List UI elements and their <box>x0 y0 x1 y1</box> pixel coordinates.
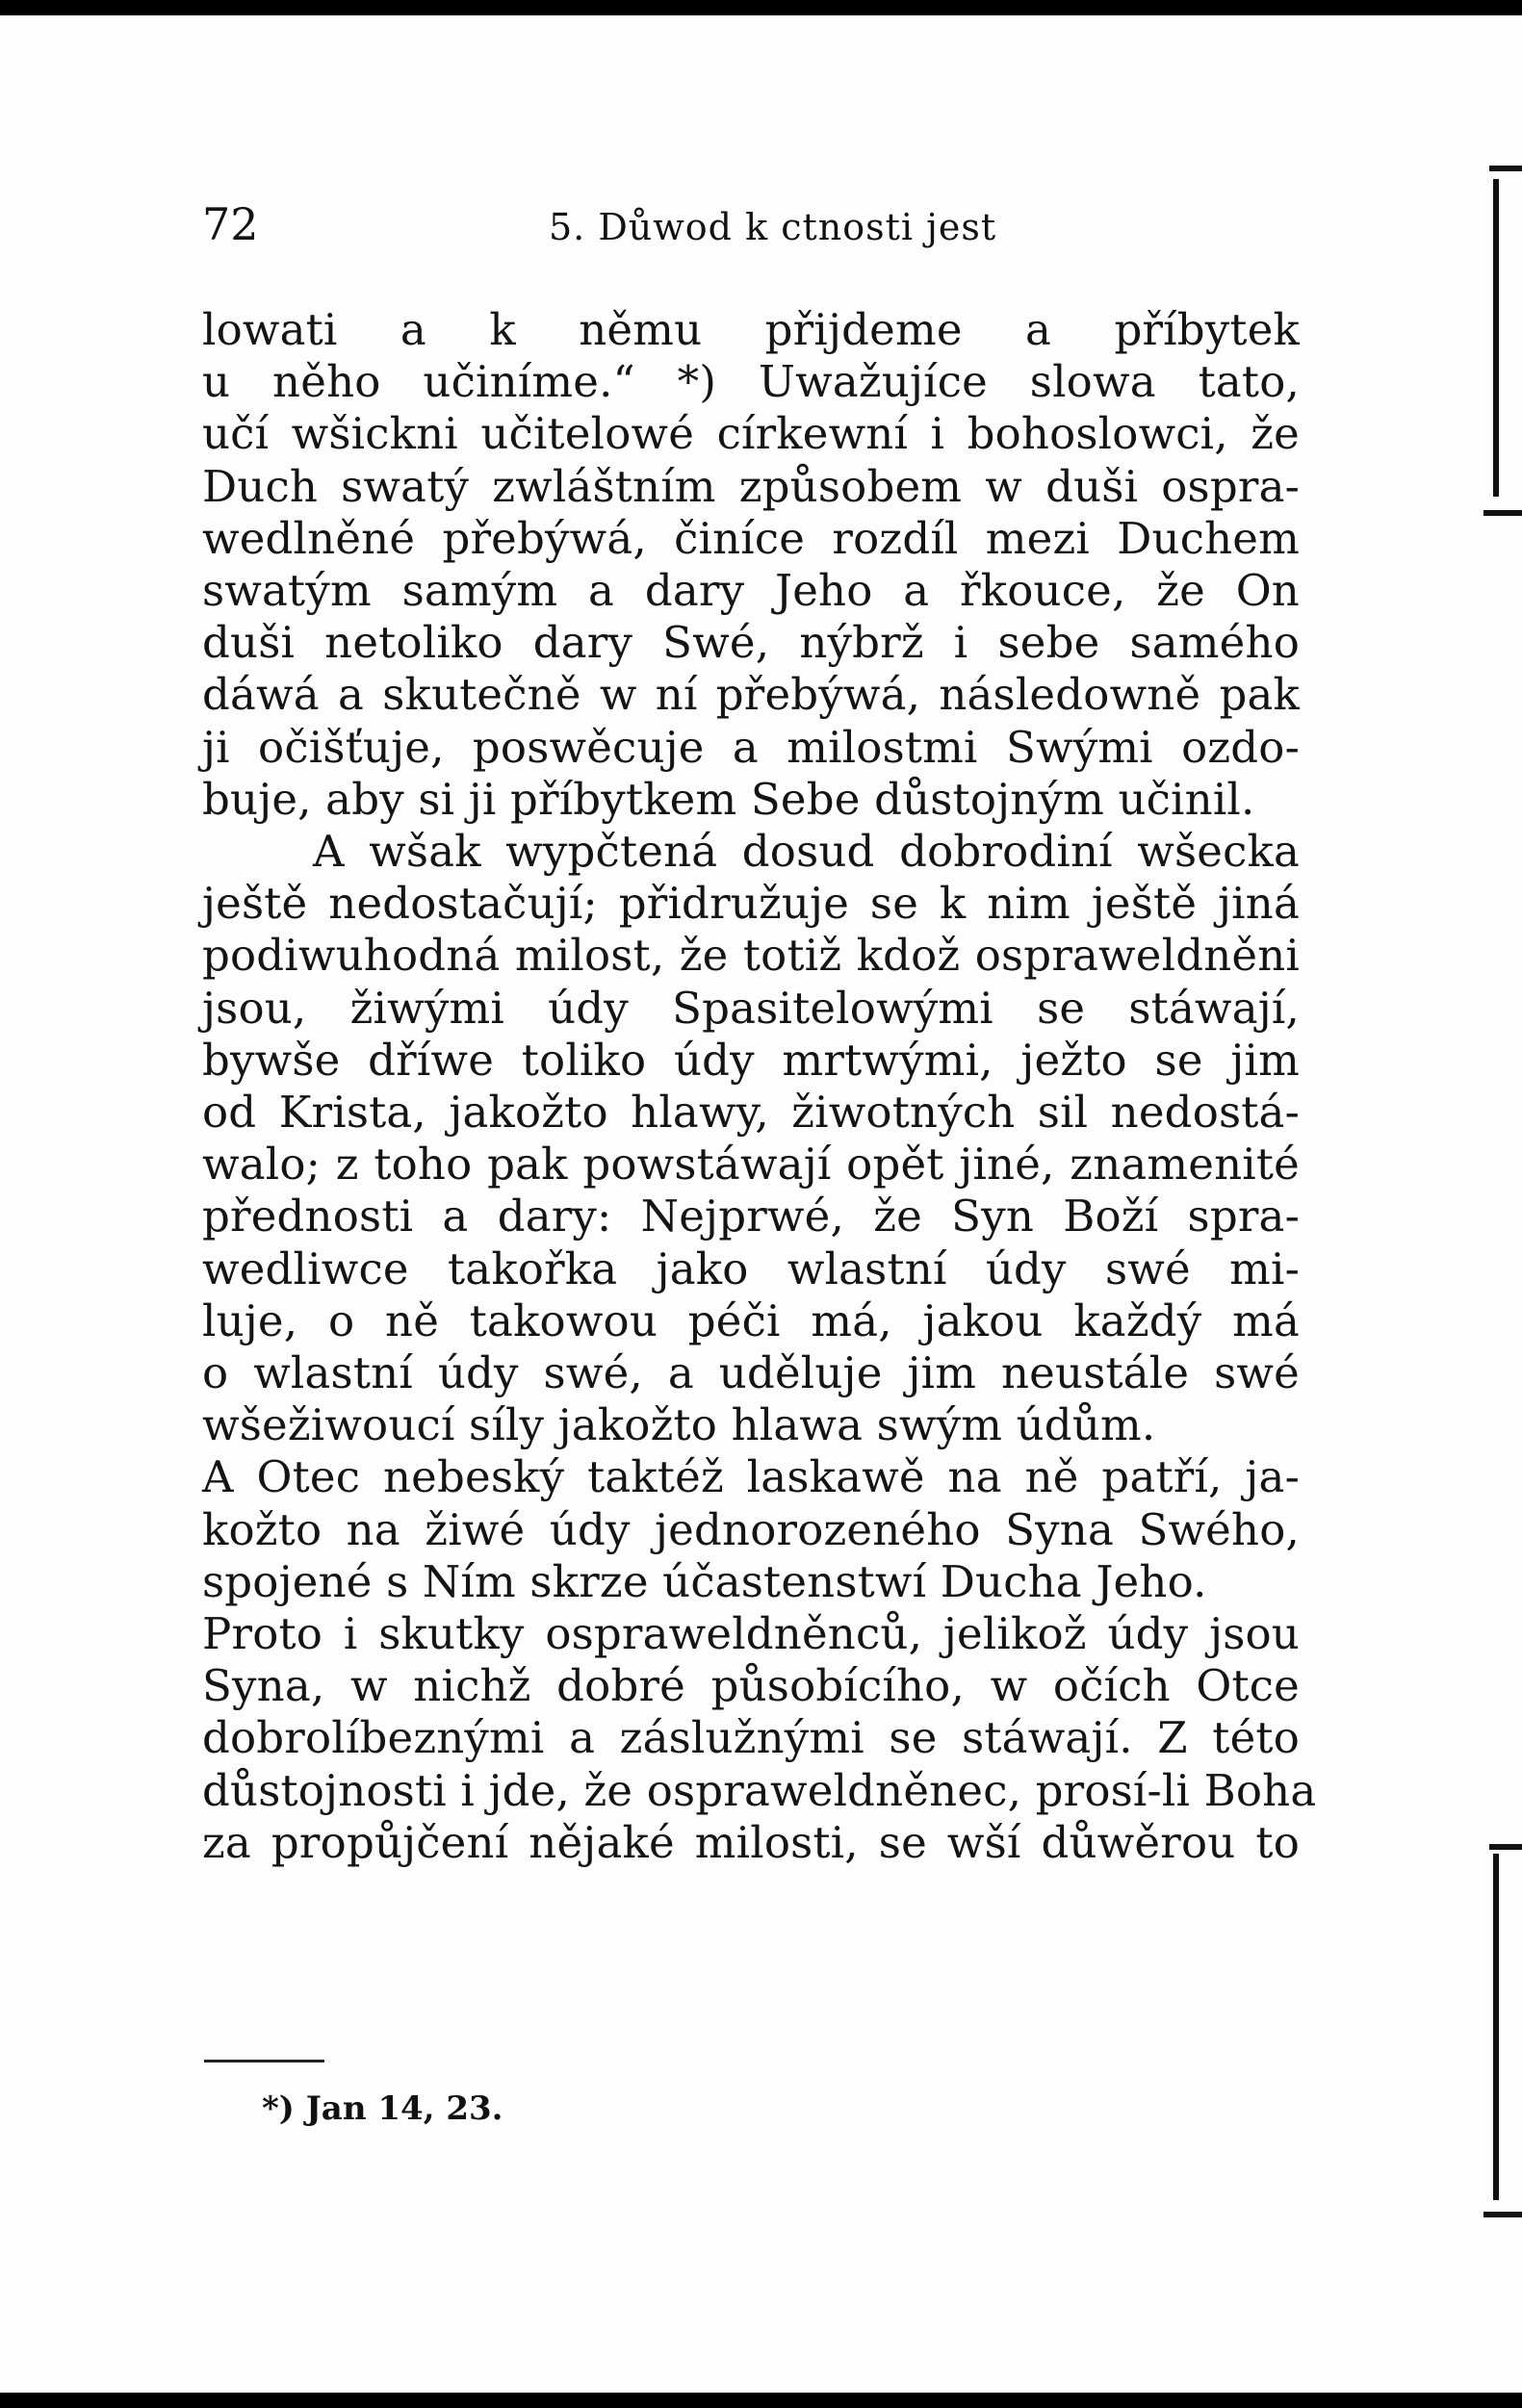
text-line: ji očišťuje, poswěcuje a milostmi Swými ozdo- <box>202 721 1300 773</box>
text-line: dobrolíbeznými a záslužnými se stáwají. Z této <box>202 1712 1300 1764</box>
text-line: jsou, žiwými údy Spasitelowými se stáwají, <box>202 982 1300 1034</box>
text-line: wedlněné přebýwá, činíce rozdíl mezi Duchem <box>202 512 1300 564</box>
text-line: wšežiwoucí síly jakožto hlawa swým údům. <box>202 1399 1156 1451</box>
text-line: dáwá a skutečně w ní přebýwá, následowně pak <box>202 669 1300 721</box>
text-line: wedliwce takořka jako wlastní údy swé mi- <box>202 1242 1300 1294</box>
text-line: podiwuhodná milost, že totiž kdož ospraweldněni <box>202 930 1300 982</box>
text-line: swatým samým a dary Jeho a řkouce, že On <box>202 565 1300 617</box>
edge-mark-bar <box>1493 1854 1499 2200</box>
text-line: A wšak wypčtená dosud dobrodiní wšecka <box>313 826 1300 878</box>
text-line: lowati a k němu přijdeme a příbytek <box>202 304 1300 355</box>
page-number: 72 <box>202 198 259 250</box>
text-line: walo; z toho pak powstáwají opět jiné, znamenité <box>202 1139 1300 1191</box>
text-line: Duch swatý zwláštním způsobem w duši ospra- <box>202 460 1300 512</box>
book-page <box>0 15 1522 2393</box>
text-line: Syna, w nichž dobré působícího, w očích Otce <box>202 1660 1300 1712</box>
text-line: za propůjčení nějaké milosti, se wší důwěrou to <box>202 1816 1300 1868</box>
edge-mark-tick <box>1489 1844 1522 1850</box>
text-line: spojené s Ním skrze účastenstwí Ducha Jeho. <box>202 1555 1207 1607</box>
edge-mark-bar <box>1493 179 1499 497</box>
text-line: ještě nedostačují; přidružuje se k nim ještě jiná <box>202 878 1300 930</box>
footnote: *) Jan 14, 23. <box>262 2089 503 2128</box>
running-head: 5. Důwod k ctnosti jest <box>549 206 997 248</box>
edge-mark-tick <box>1483 510 1522 516</box>
text-line: u něho učiníme.“ *) Uwažujíce slowa tato, <box>202 356 1300 408</box>
text-line: duši netoliko dary Swé, nýbrž i sebe samého <box>202 617 1300 669</box>
text-line: o wlastní údy swé, a uděluje jim neustále swé <box>202 1347 1300 1399</box>
text-line: Proto i skutky ospraweldněnců, jelikož údy jsou <box>202 1608 1300 1660</box>
footnote-divider <box>204 2060 324 2062</box>
text-line: bywše dříwe toliko údy mrtwými, ježto se jim <box>202 1034 1300 1086</box>
text-line: od Krista, jakožto hlawy, žiwotných sil nedostá- <box>202 1087 1300 1139</box>
text-line: A Otec nebeský taktéž laskawě na ně patří, ja- <box>202 1451 1300 1503</box>
text-line: luje, o ně takowou péči má, jakou každý má <box>202 1294 1300 1346</box>
text-line: buje, aby si ji příbytkem Sebe důstojným učinil. <box>202 773 1255 825</box>
edge-mark-tick <box>1483 2212 1522 2217</box>
edge-mark-tick <box>1489 166 1522 171</box>
text-line: důstojnosti i jde, že ospraweldněnec, prosí-li Boha <box>202 1764 1317 1816</box>
text-line: kožto na žiwé údy jednorozeného Syna Swého, <box>202 1503 1300 1555</box>
page-header <box>202 187 1309 264</box>
text-line: přednosti a dary: Nejprwé, že Syn Boží spra- <box>202 1191 1300 1242</box>
body-text <box>202 304 1317 1869</box>
text-line: učí wšickni učitelowé církewní i bohoslowci, že <box>202 408 1300 460</box>
